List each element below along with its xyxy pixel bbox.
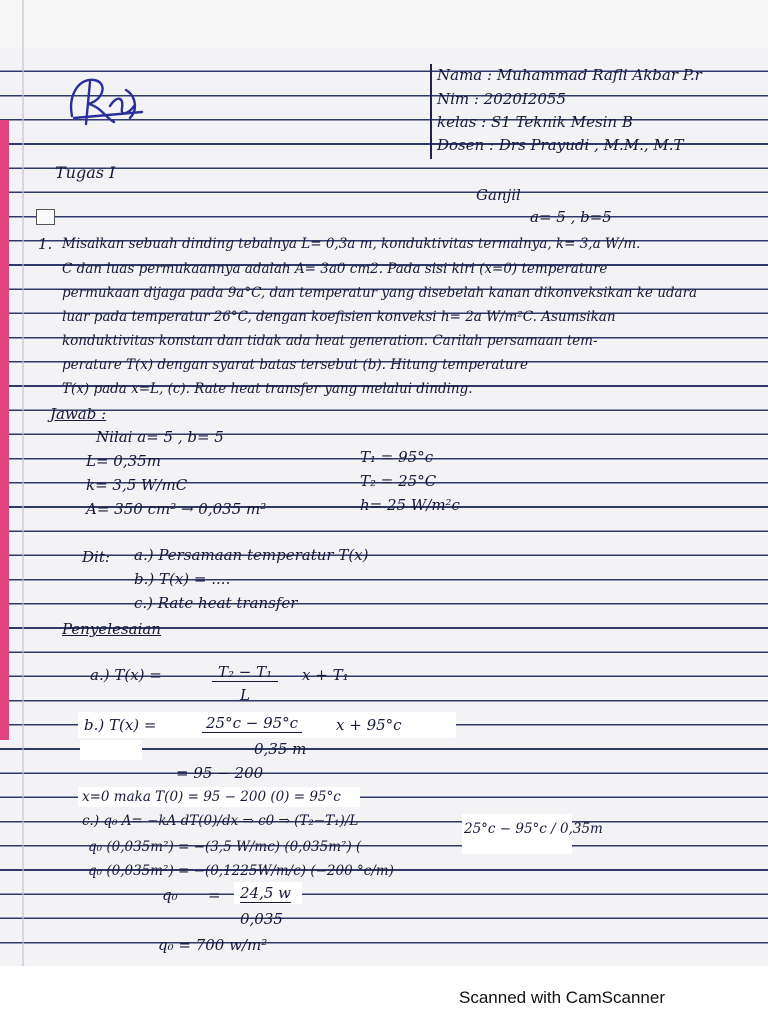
solution-c-line1: c.) q₀ A= −kA dT(0)/dx ⇒ c0 ⇒ (T₂−T₁)/L	[82, 813, 359, 829]
given-t2: T₂ = 25°C	[360, 472, 437, 490]
whiteout-patch	[80, 740, 142, 760]
top-margin	[0, 0, 768, 48]
checkbox-mark	[36, 209, 55, 225]
solution-c-q0: q₀	[162, 886, 178, 904]
header-nim: Nim : 2020I2055	[437, 90, 567, 108]
problem-line: luar pada temperatur 26°C, dengan koefisien konveksi h= 2a W/m²C. Asumsikan	[62, 309, 616, 325]
pink-binding-edge	[0, 120, 9, 740]
dit-label: Dit:	[82, 548, 110, 566]
solution-c-line3: q₀ (0,035m²) = −(0,1225W/m/c) (−200 °c/m)	[88, 863, 394, 879]
ganjil-label: Ganjil	[476, 186, 521, 204]
problem-line: C dan luas permukaannya adalah A= 3a0 cm2. Pada sisi kiri (x=0) temperature	[62, 261, 608, 277]
solution-c-result: q₀ = 700 w/m²	[158, 936, 268, 954]
solution-b-label: b.) T(x) =	[84, 716, 157, 734]
solution-c-numerator: 24,5 w	[240, 884, 292, 902]
header-dosen: Dosen : Drs Prayudi , M.M., M.T	[437, 136, 684, 154]
assignment-title: Tugas I	[55, 163, 116, 182]
header-name: Nama : Muhammad Rafli Akbar P.r	[437, 66, 702, 84]
given-conductivity: k= 3,5 W/mC	[86, 476, 188, 494]
solution-a-denominator: L	[240, 686, 250, 704]
header-kelas: kelas : S1 Teknik Mesin B	[437, 113, 633, 131]
problem-line: perature T(x) dengan syarat batas tersebut (b). Hitung temperature	[62, 357, 528, 373]
solution-a-numerator: T₂ − T₁	[212, 663, 278, 682]
problem-line: konduktivitas konstan dan tidak ada heat generation. Carilah persamaan tem-	[62, 333, 598, 349]
jawab-heading: Jawab :	[50, 405, 107, 423]
solution-a-label: a.) T(x) =	[90, 666, 162, 684]
problem-line: T(x) pada x=L, (c). Rate heat transfer yang melalui dinding.	[62, 381, 473, 397]
solution-a-tail: x + T₁	[302, 666, 349, 684]
problem-number: 1.	[38, 235, 53, 253]
given-t1: T₁ = 95°c	[360, 448, 434, 466]
solution-b-tail: x + 95°c	[336, 716, 402, 734]
solution-c-fraction: 25°c − 95°c / 0,35m	[464, 821, 603, 837]
margin-line	[22, 0, 24, 966]
scanner-watermark: Scanned with CamScanner	[459, 988, 666, 1007]
dit-item-c: c.) Rate heat transfer	[134, 594, 298, 612]
given-h: h= 25 W/m²c	[360, 496, 460, 514]
given-length: L= 0,35m	[86, 452, 161, 470]
solution-b-evaluation: x=0 maka T(0) = 95 − 200 (0) = 95°c	[82, 789, 341, 805]
solution-c-line2: q₀ (0,035m²) = −(3,5 W/mc) (0,035m²) (	[88, 839, 362, 855]
header-divider	[430, 64, 432, 159]
solution-c-denominator: 0,035	[240, 910, 283, 928]
problem-line: Misalkan sebuah dinding tebalnya L= 0,3a m, konduktivitas termalnya, k= 3,a W/m.	[62, 236, 641, 252]
signature-image	[60, 66, 150, 134]
penyelesaian-heading: Penyelesaian	[62, 620, 162, 638]
solution-b-numerator: 25°c − 95°c	[202, 714, 302, 733]
dit-item-a: a.) Persamaan temperatur T(x)	[134, 546, 369, 564]
solution-b-denominator: 0,35 m	[254, 740, 307, 758]
nilai-line: Nilai a= 5 , b= 5	[96, 428, 224, 446]
problem-line: permukaan dijaga pada 9a°C, dan temperatur yang disebelah kanan dikonveksikan ke udara	[62, 285, 698, 301]
given-area: A= 350 cm² → 0,035 m²	[86, 500, 267, 518]
a-b-values: a= 5 , b=5	[530, 208, 612, 226]
dit-item-b: b.) T(x) = ....	[134, 570, 231, 588]
solution-b-simplified: = 95 − 200	[176, 764, 264, 782]
solution-c-equals: =	[208, 886, 221, 904]
